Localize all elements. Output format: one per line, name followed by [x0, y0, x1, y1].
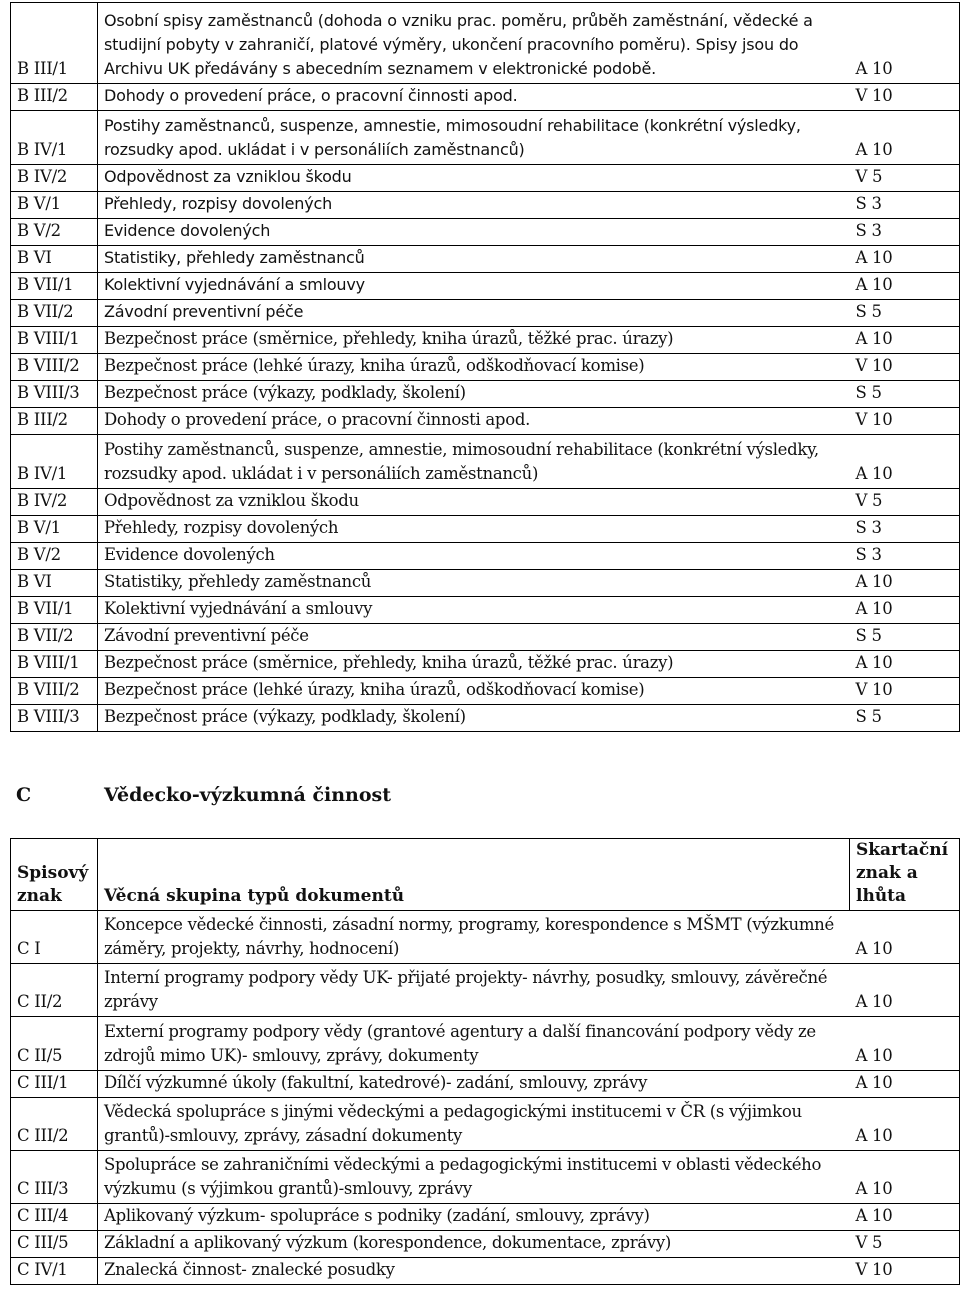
code-cell: C III/2	[17, 1125, 69, 1145]
description-cell: Statistiky, přehledy zaměstnanců	[104, 248, 365, 267]
description-cell: Interní programy podpory vědy UK- přijaté projekty- návrhy, posudky, smlouvy, závěrečné zprávy	[104, 968, 828, 1012]
retention-cell: V 5	[855, 1232, 883, 1252]
description-cell: Bezpečnost práce (lehké úrazy, kniha úrazů, odškodňovací komise)	[104, 356, 645, 375]
section-letter: C	[16, 784, 32, 806]
description-cell: Bezpečnost práce (lehké úrazy, kniha úrazů, odškodňovací komise)	[104, 680, 645, 699]
description-cell: Bezpečnost práce (výkazy, podklady, školení)	[104, 707, 466, 726]
description-cell: Statistiky, přehledy zaměstnanců	[104, 572, 372, 591]
description-cell: Postihy zaměstnanců, suspenze, amnestie, mimosoudní rehabilitace (konkrétní výsledky, rozsudky apod. ukládat i v personáliích zaměstnanců)	[104, 440, 819, 483]
retention-table-c	[10, 838, 960, 1285]
section-title: Vědecko-výzkumná činnost	[104, 784, 392, 806]
table-row	[11, 3, 960, 84]
table-row	[11, 1017, 960, 1070]
table-row	[11, 1257, 960, 1284]
retention-cell: V 5	[855, 167, 883, 186]
table-row	[11, 1150, 960, 1203]
table-row	[11, 678, 960, 705]
table-row	[11, 597, 960, 624]
code-cell: C III/4	[17, 1205, 69, 1225]
retention-table-b	[10, 2, 960, 732]
retention-cell: A 10	[855, 1205, 893, 1225]
table-row	[11, 570, 960, 597]
code-cell: B III/2	[17, 86, 68, 105]
table-row	[11, 219, 960, 246]
description-cell: Spolupráce se zahraničními vědeckými a pedagogickými institucemi v oblasti vědeckého výzkumu (s výjimkou grantů)-smlouvy, zprávy	[104, 1154, 822, 1198]
description-cell: Bezpečnost práce (výkazy, podklady, školení)	[104, 383, 466, 402]
retention-cell: V 10	[855, 410, 893, 429]
code-cell: C I	[17, 939, 41, 959]
retention-cell: S 5	[855, 383, 882, 402]
header-retention: Skartační znak a lhůta	[850, 839, 960, 911]
retention-cell: S 5	[855, 707, 882, 726]
table-row	[11, 516, 960, 543]
table-row	[11, 651, 960, 678]
code-cell: B VIII/3	[17, 383, 80, 402]
retention-cell: A 10	[855, 140, 893, 159]
code-cell: B VI	[17, 248, 52, 267]
retention-cell: S 3	[855, 194, 882, 213]
table-row	[11, 624, 960, 651]
table-row	[11, 1230, 960, 1257]
retention-cell: S 3	[855, 545, 882, 564]
retention-cell: A 10	[855, 992, 893, 1012]
description-cell: Osobní spisy zaměstnanců (dohoda o vzniku prac. poměru, průběh zaměstnání, vědecké a studijní pobyty v zahraničí, platové výměry, ukončení pracovního poměru). Spisy jsou do Archivu UK předávány s abecedním seznamem v elektronické podobě.	[104, 11, 813, 78]
description-cell: Aplikovaný výzkum- spolupráce s podniky (zadání, smlouvy, zprávy)	[104, 1205, 650, 1225]
code-cell: B IV/1	[17, 464, 68, 483]
retention-table-b-body	[11, 3, 960, 732]
code-cell: B V/2	[17, 545, 61, 564]
table-row	[11, 435, 960, 489]
retention-cell: S 3	[855, 221, 882, 240]
retention-cell: A 10	[855, 1178, 893, 1198]
code-cell: B VII/1	[17, 599, 74, 618]
code-cell: C II/5	[17, 1045, 63, 1065]
code-cell: C III/3	[17, 1178, 69, 1198]
retention-cell: A 10	[855, 275, 893, 294]
code-cell: C III/5	[17, 1232, 69, 1252]
table-row	[11, 354, 960, 381]
table-row	[11, 111, 960, 165]
code-cell: B V/1	[17, 194, 61, 213]
code-cell: B VIII/3	[17, 707, 80, 726]
header-code: Spisový znak	[11, 839, 98, 911]
description-cell: Vědecká spolupráce s jinými vědeckými a pedagogickými institucemi v ČR (s výjimkou grantů)-smlouvy, zprávy, zásadní dokumenty	[104, 1101, 802, 1145]
description-cell: Znalecká činnost- znalecké posudky	[104, 1259, 395, 1279]
code-cell: B VII/2	[17, 302, 74, 321]
retention-cell: V 10	[855, 86, 893, 105]
table-row	[11, 1203, 960, 1230]
table-row	[11, 300, 960, 327]
retention-cell: V 10	[855, 1259, 893, 1279]
code-cell: B VIII/1	[17, 329, 80, 348]
retention-cell: A 10	[855, 1072, 893, 1092]
table-row	[11, 964, 960, 1017]
description-cell: Závodní preventivní péče	[104, 626, 309, 645]
table-row	[11, 543, 960, 570]
table-row	[11, 327, 960, 354]
code-cell: B IV/2	[17, 491, 68, 510]
code-cell: C IV/1	[17, 1259, 68, 1279]
description-cell: Závodní preventivní péče	[104, 302, 304, 321]
table-row	[11, 381, 960, 408]
description-cell: Dílčí výzkumné úkoly (fakultní, katedrové)- zadání, smlouvy, zprávy	[104, 1072, 648, 1092]
code-cell: B VII/1	[17, 275, 74, 294]
retention-cell: S 3	[855, 518, 882, 537]
code-cell: B IV/2	[17, 167, 68, 186]
table-row	[11, 1097, 960, 1150]
retention-cell: A 10	[855, 939, 893, 959]
retention-cell: A 10	[855, 572, 893, 591]
retention-cell: A 10	[855, 329, 893, 348]
table-row	[11, 1070, 960, 1097]
description-cell: Bezpečnost práce (směrnice, přehledy, kniha úrazů, těžké prac. úrazy)	[104, 329, 674, 348]
code-cell: B VII/2	[17, 626, 74, 645]
code-cell: B IV/1	[17, 140, 68, 159]
description-cell: Přehledy, rozpisy dovolených	[104, 194, 333, 213]
retention-cell: S 5	[855, 302, 882, 321]
code-cell: B VIII/2	[17, 356, 80, 375]
retention-cell: A 10	[855, 248, 893, 267]
code-cell: B VIII/1	[17, 653, 80, 672]
description-cell: Odpovědnost za vzniklou škodu	[104, 491, 359, 510]
code-cell: B V/2	[17, 221, 61, 240]
code-cell: B V/1	[17, 518, 61, 537]
description-cell: Kolektivní vyjednávání a smlouvy	[104, 275, 365, 294]
retention-cell: A 10	[855, 599, 893, 618]
retention-table-c-body	[11, 911, 960, 1285]
description-cell: Bezpečnost práce (směrnice, přehledy, kniha úrazů, těžké prac. úrazy)	[104, 653, 674, 672]
description-cell: Základní a aplikovaný výzkum (korespondence, dokumentace, zprávy)	[104, 1232, 672, 1252]
code-cell: B VI	[17, 572, 52, 591]
code-cell: B VIII/2	[17, 680, 80, 699]
description-cell: Evidence dovolených	[104, 545, 275, 564]
table-row	[11, 273, 960, 300]
table-row	[11, 705, 960, 732]
retention-cell: A 10	[855, 653, 893, 672]
table-row	[11, 246, 960, 273]
table-row	[11, 489, 960, 516]
retention-cell: V 10	[855, 356, 893, 375]
code-cell: B III/2	[17, 410, 68, 429]
retention-cell: A 10	[855, 464, 893, 483]
retention-cell: A 10	[855, 1125, 893, 1145]
retention-cell: V 10	[855, 680, 893, 699]
retention-cell: S 5	[855, 626, 882, 645]
description-cell: Postihy zaměstnanců, suspenze, amnestie, mimosoudní rehabilitace (konkrétní výsledky, rozsudky apod. ukládat i v personáliích zaměstnanců)	[104, 116, 801, 159]
retention-cell: A 10	[855, 59, 893, 78]
table-row	[11, 911, 960, 964]
description-cell: Odpovědnost za vzniklou škodu	[104, 167, 352, 186]
description-cell: Přehledy, rozpisy dovolených	[104, 518, 339, 537]
description-cell: Dohody o provedení práce, o pracovní činnosti apod.	[104, 86, 518, 105]
code-cell: C III/1	[17, 1072, 69, 1092]
retention-cell: A 10	[855, 1045, 893, 1065]
description-cell: Externí programy podpory vědy (grantové agentury a další financování podpory vědy ze zdrojů mimo UK)- smlouvy, zprávy, dokumenty	[104, 1021, 816, 1065]
retention-cell: V 5	[855, 491, 883, 510]
table-row	[11, 165, 960, 192]
description-cell: Evidence dovolených	[104, 221, 271, 240]
code-cell: B III/1	[17, 59, 68, 78]
table-row	[11, 84, 960, 111]
table-header-row	[11, 839, 960, 911]
description-cell: Koncepce vědecké činnosti, zásadní normy, programy, korespondence s MŠMT (výzkumné záměry, projekty, návrhy, hodnocení)	[104, 915, 834, 959]
code-cell: C II/2	[17, 992, 63, 1012]
table-row	[11, 192, 960, 219]
table-row	[11, 408, 960, 435]
header-desc: Věcná skupina typů dokumentů	[98, 839, 850, 911]
section-heading	[16, 784, 391, 806]
description-cell: Dohody o provedení práce, o pracovní činnosti apod.	[104, 410, 531, 429]
description-cell: Kolektivní vyjednávání a smlouvy	[104, 599, 373, 618]
